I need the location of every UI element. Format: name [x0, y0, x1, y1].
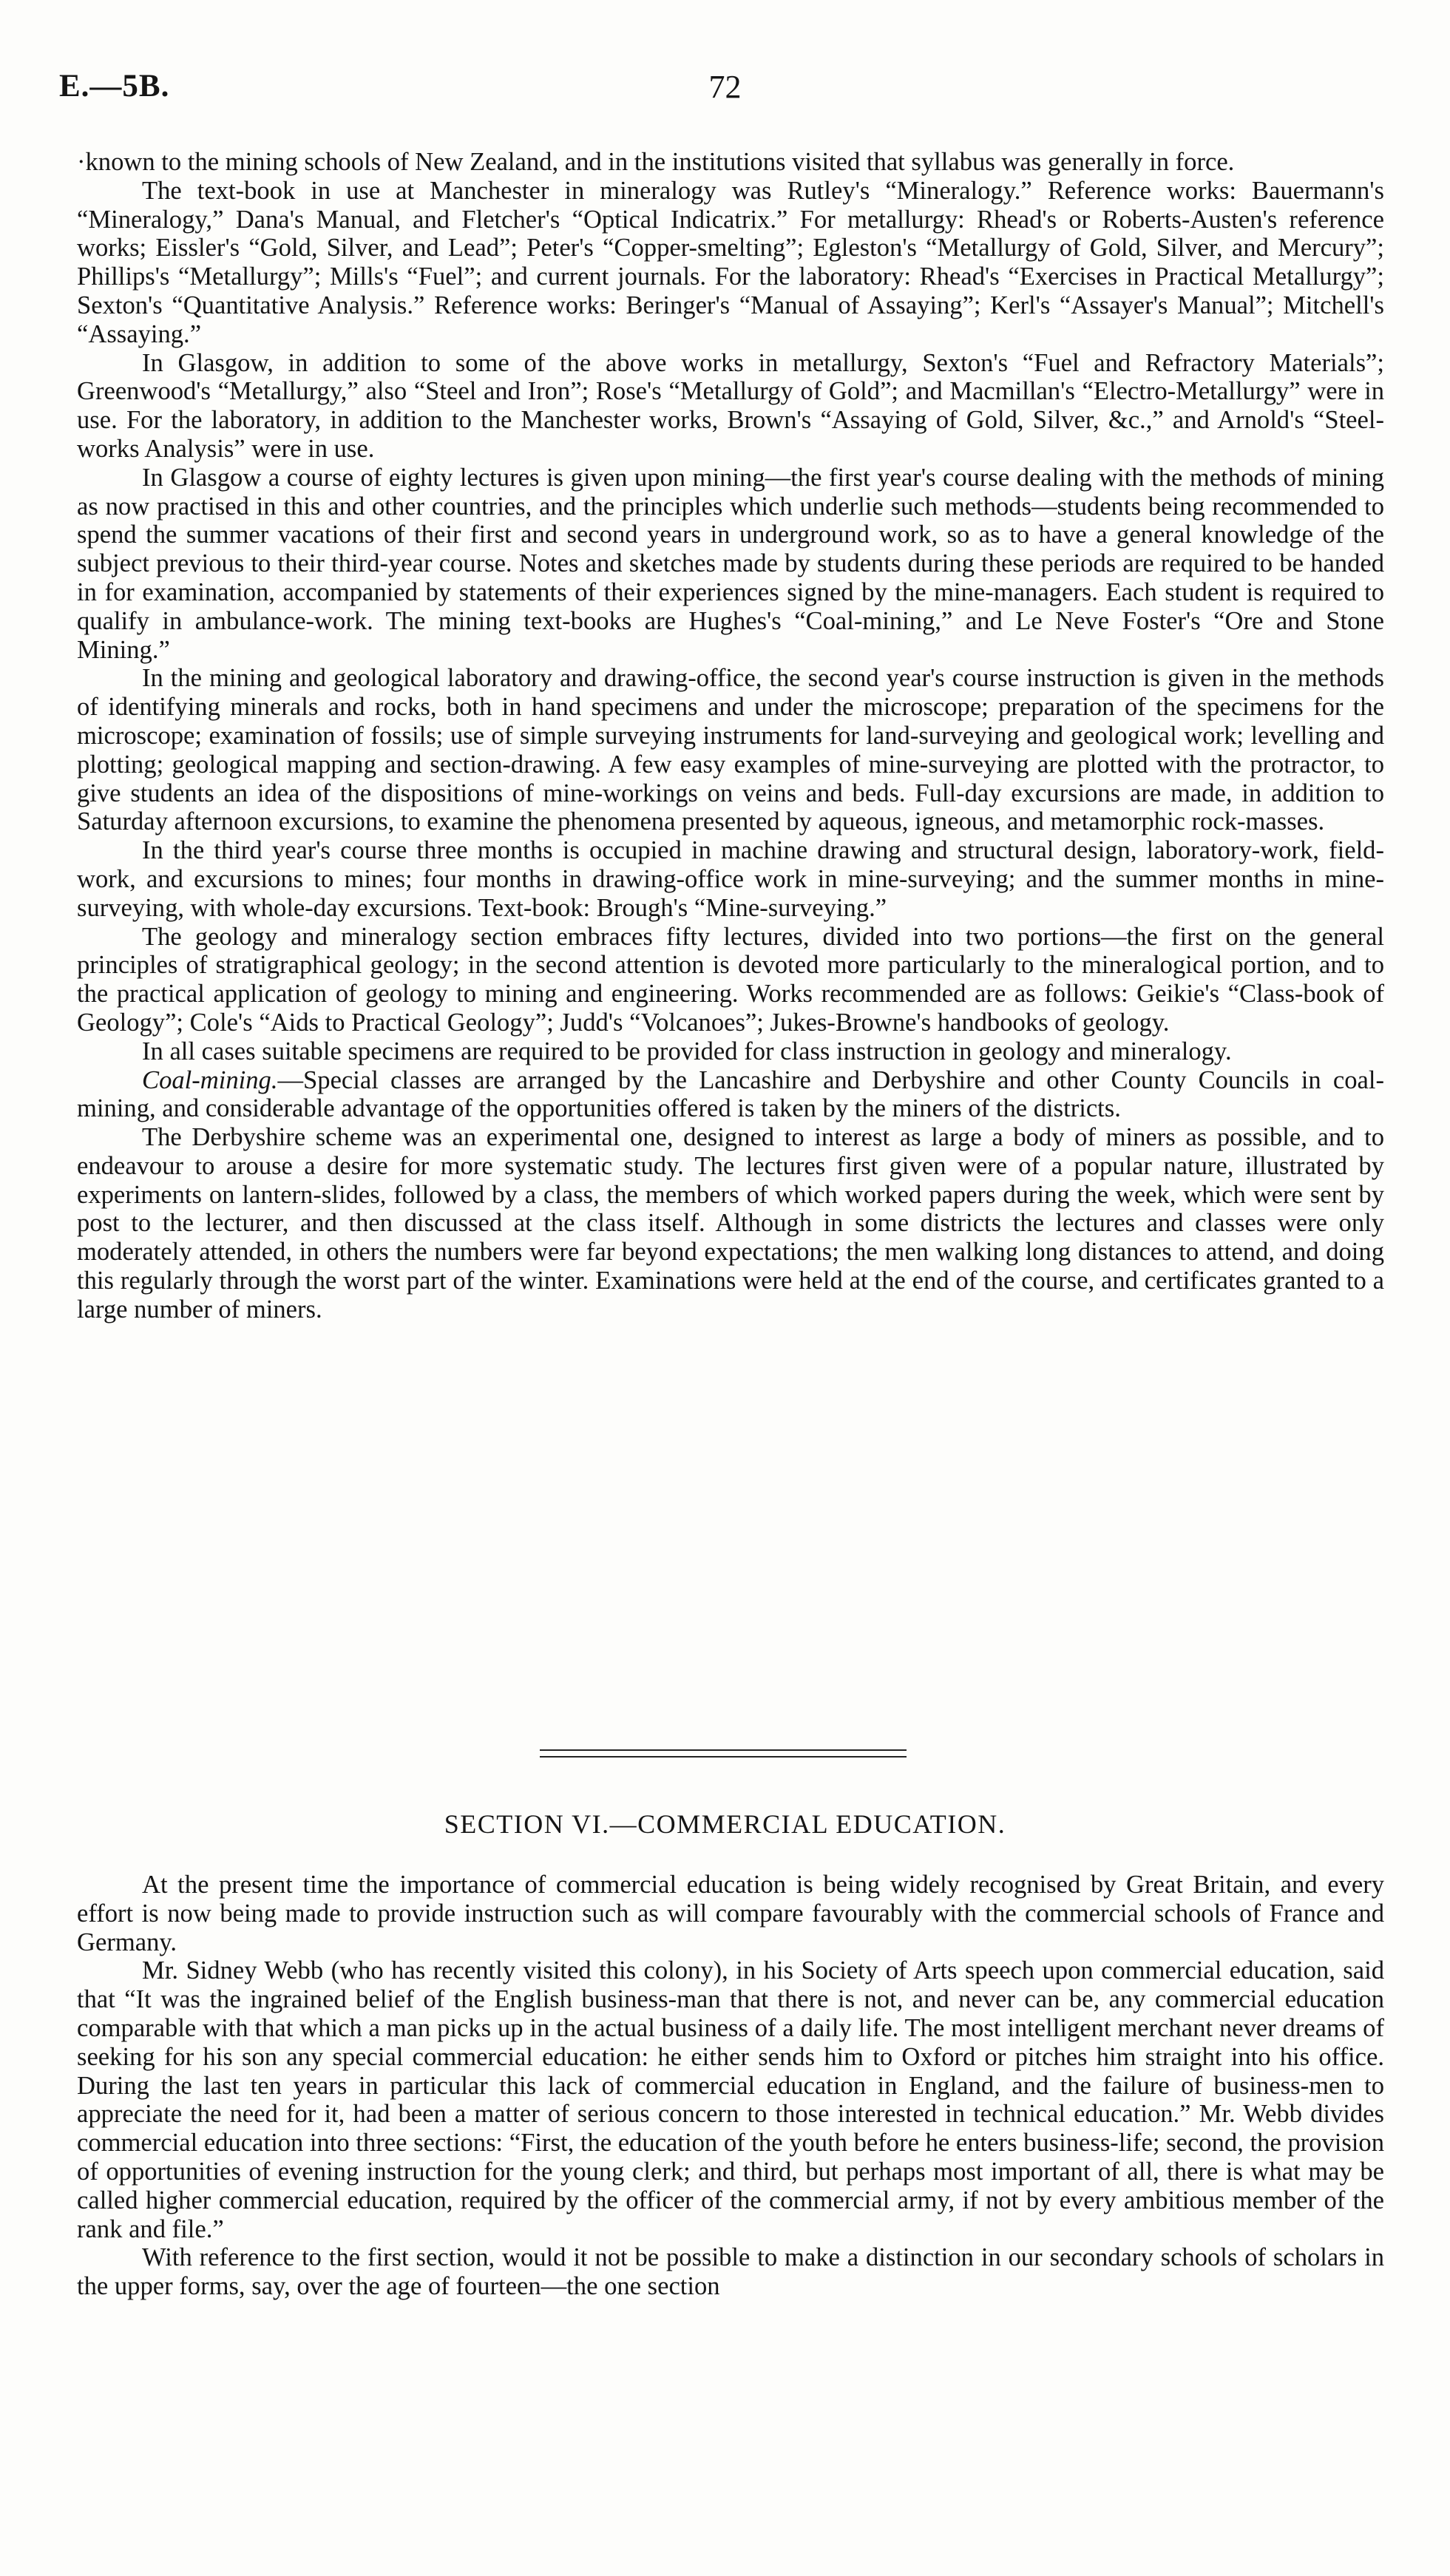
- paragraph: ·known to the mining schools of New Zealand, and in the institutions visited that syllabus was generally in force.: [77, 148, 1235, 176]
- paragraph: In the mining and geological laboratory and drawing-office, the second year's course instruction is given in the methods of identifying minerals and rocks, both in hand specimens and under the microscope; preparation of the specimens for the microscope; examination of fossils; use of simple surveying instruments for land-surveying and geological work; levelling and plotting; geological mapping and section-drawing. A few easy examples of mine-surveying are plotted with the protractor, to give students an idea of the dispositions of mine-workings on veins and beds. Full-day excursions are made, in addition to Saturday afternoon excursions, to examine the phenomena presented by aqueous, igneous, and metamorphic rock-masses.: [77, 664, 1384, 836]
- page-header: [59, 68, 1391, 112]
- paragraph: The geology and mineralogy section embraces fifty lectures, divided into two portions—the first on the general principles of stratigraphical geology; in the second attention is devoted more particularly to the mineralogical portion, and to the practical application of geology to mining and engineering. Works recommended are as follows: Geikie's “Class-book of Geology”; Cole's “Aids to Practical Geology”; Judd's “Volcanoes”; Jukes-Browne's handbooks of geology.: [77, 922, 1384, 1037]
- page-number: 72: [708, 69, 742, 105]
- mining-education-text: [77, 148, 1384, 1324]
- paragraph: In Glasgow, in addition to some of the above works in metallurgy, Sexton's “Fuel and Refractory Materials”; Greenwood's “Metallurgy,” also “Steel and Iron”; Rose's “Metallurgy of Gold”; and Macmillan's “Electro-Metallurgy” were in use. For the laboratory, in addition to the Manchester works, Brown's “Assaying of Gold, Silver, &c.,” and Arnold's “Steel-works Analysis” were in use.: [77, 348, 1384, 463]
- commercial-education-text: [77, 1871, 1384, 2301]
- section-divider-line: [540, 1756, 907, 1758]
- paragraph: At the present time the importance of commercial education is being widely recognised by Great Britain, and every effort is now being made to provide instruction such as will compare favourably with the commercial schools of France and Germany.: [77, 1871, 1384, 1956]
- document-reference: E.—5B.: [59, 69, 170, 104]
- paragraph: Mr. Sidney Webb (who has recently visited this colony), in his Society of Arts speech upon commercial education, said that “It was the ingrained belief of the English business-man that there is not, and never can be, any commercial education comparable with that which a man picks up in the actual business of a daily life. The most intelligent merchant never dreams of seeking for his son any special commercial education: he either sends him to Oxford or pitches him straight into his office. During the last ten years in particular this lack of commercial education in England, and the failure of business-men to appreciate the need for it, had been a matter of serious concern to those interested in technical education.” Mr. Webb divides commercial education into three sections: “First, the education of the youth before he enters business-life; second, the provision of opportunities of evening instruction for the young clerk; and third, but perhaps most important of all, there is what may be called higher commercial education, required by the officer of the commercial army, if not by every ambitious member of the rank and file.”: [77, 1956, 1384, 2243]
- section-heading: SECTION VI.—COMMERCIAL EDUCATION.: [444, 1809, 1006, 1839]
- paragraph: With reference to the first section, would it not be possible to make a distinction in our secondary schools of scholars in the upper forms, say, over the age of fourteen—the one section: [77, 2243, 1384, 2301]
- paragraph: In all cases suitable specimens are required to be provided for class instruction in geology and mineralogy.: [142, 1037, 1232, 1065]
- paragraph: In Glasgow a course of eighty lectures is given upon mining—the first year's course dealing with the methods of mining as now practised in this and other countries, and the principles which underlie such methods—students being recommended to spend the summer vacations of their first and second years in underground work, so as to have a general knowledge of the subject previous to their third-year course. Notes and sketches made by students during these periods are required to be handed in for examination, accompanied by statements of their experiences signed by the mine-managers. Each student is required to qualify in ambulance-work. The mining text-books are Hughes's “Coal-mining,” and Le Neve Foster's “Ore and Stone Mining.”: [77, 463, 1384, 664]
- paragraph: In the third year's course three months is occupied in machine drawing and structural design, laboratory-work, field-work, and excursions to mines; four months in drawing-office work in mine-surveying; and the summer months in mine-surveying, with whole-day excursions. Text-book: Brough's “Mine-surveying.”: [77, 836, 1384, 922]
- paragraph: Coal-mining.—Special classes are arranged by the Lancashire and Derbyshire and other County Councils in coal-mining, and considerable advantage of the opportunities offered is taken by the miners of the districts.: [77, 1065, 1384, 1123]
- coal-mining-heading: Coal-mining.: [142, 1065, 278, 1094]
- section-divider-line: [540, 1749, 907, 1751]
- paragraph: The text-book in use at Manchester in mineralogy was Rutley's “Mineralogy.” Reference works: Bauermann's “Mineralogy,” Dana's Manual, and Fletcher's “Optical Indicatrix.” For metallurgy: Rhead's or Roberts-Austen's reference works; Eissler's “Gold, Silver, and Lead”; Peter's “Copper-smelting”; Egleston's “Metallurgy of Gold, Silver, and Mercury”; Phillips's “Metallurgy”; Mills's “Fuel”; and current journals. For the laboratory: Rhead's “Exercises in Practical Metallurgy”; Sexton's “Quantitative Analysis.” Reference works: Beringer's “Manual of Assaying”; Kerl's “Assayer's Manual”; Mitchell's “Assaying.”: [77, 176, 1384, 348]
- paragraph: The Derbyshire scheme was an experimental one, designed to interest as large a body of miners as possible, and to endeavour to arouse a desire for more systematic study. The lectures first given were of a popular nature, illustrated by experiments on lantern-slides, followed by a class, the members of which worked papers during the week, which were sent by post to the lecturer, and then discussed at the class itself. Although in some districts the lectures and classes were only moderately attended, in others the numbers were far beyond expectations; the men walking long distances to attend, and doing this regularly through the worst part of the winter. Examinations were held at the end of the course, and certificates granted to a large number of miners.: [77, 1123, 1384, 1323]
